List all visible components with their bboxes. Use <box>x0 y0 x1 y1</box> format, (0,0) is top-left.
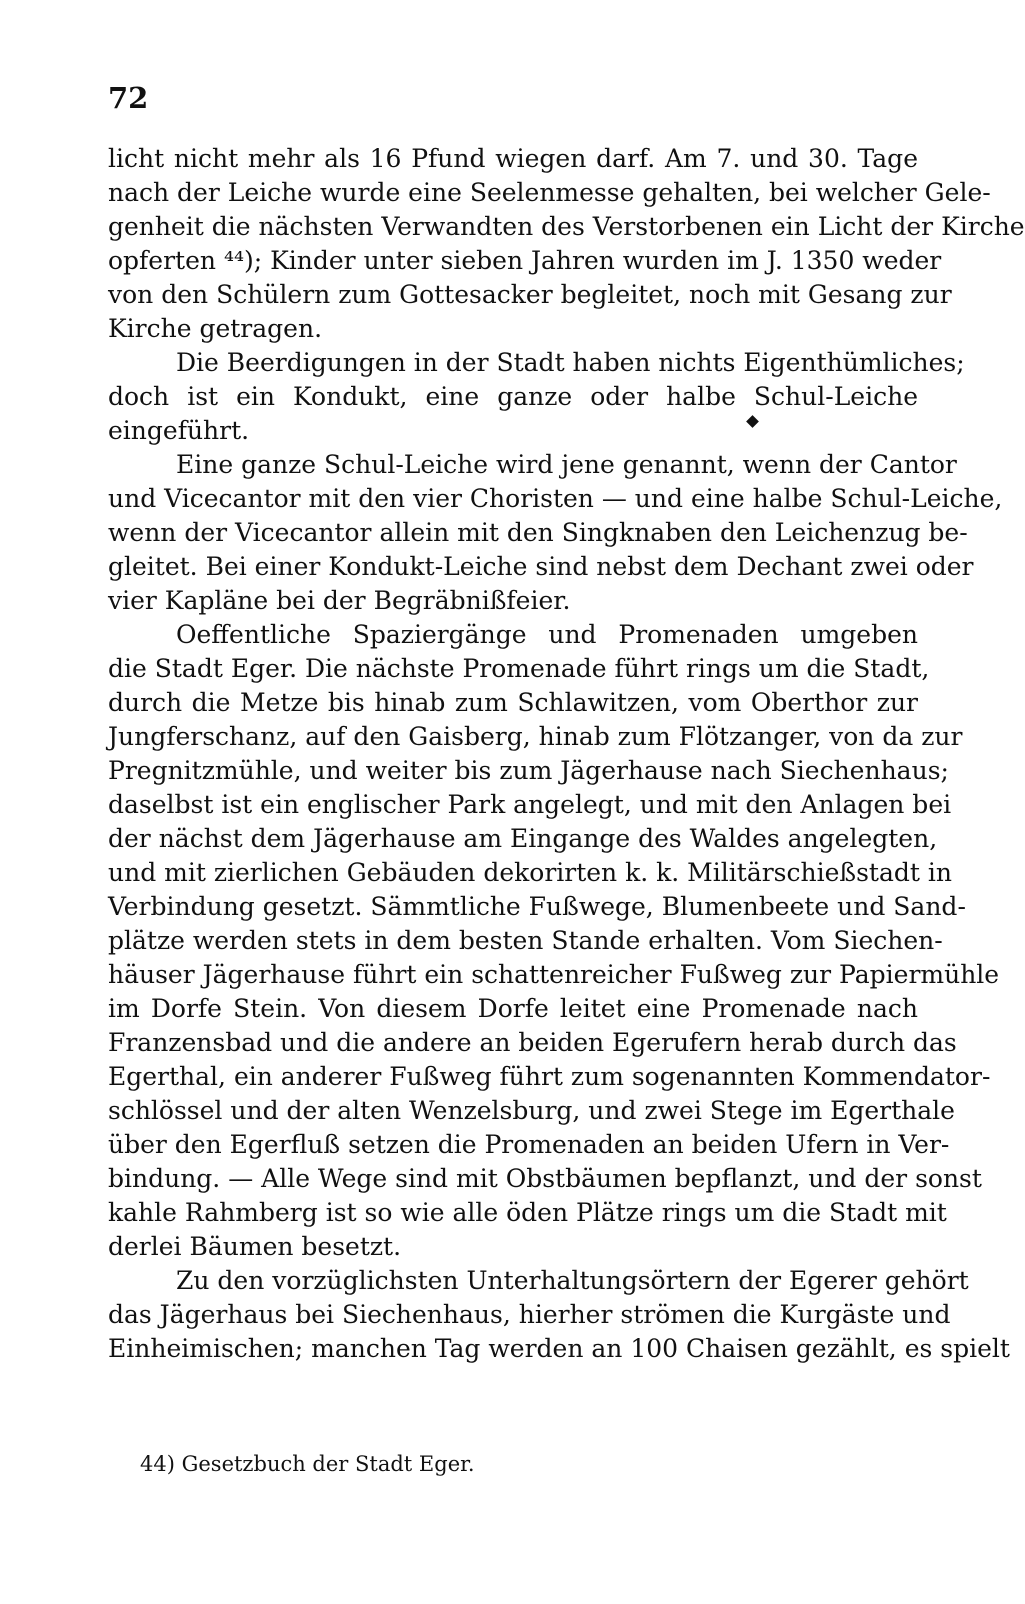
text-line: opferten ⁴⁴); Kinder unter sieben Jahren wurden im J. 1350 weder <box>108 246 942 275</box>
text-line: Franzensbad und die andere an beiden Egerufern herab durch das <box>108 1028 957 1057</box>
text-line: gleitet. Bei einer Kondukt-Leiche sind nebst dem Dechant zwei oder <box>108 552 974 581</box>
text-line: das Jägerhaus bei Siechenhaus, hierher strömen die Kurgäste und <box>108 1300 951 1329</box>
text-line: wenn der Vicecantor allein mit den Singknaben den Leichenzug be- <box>108 518 968 547</box>
text-line: Die Beerdigungen in der Stadt haben nichts Eigenthümliches; <box>176 348 965 377</box>
text-line: genheit die nächsten Verwandten des Verstorbenen ein Licht der Kirche <box>108 212 1025 241</box>
text-line: und mit zierlichen Gebäuden dekorirten k. k. Militärschießstadt in <box>108 858 952 887</box>
text-line: Eine ganze Schul-Leiche wird jene genannt, wenn der Cantor <box>176 450 957 479</box>
body-text <box>108 142 1025 1366</box>
text-line: bindung. — Alle Wege sind mit Obstbäumen bepflanzt, und der sonst <box>108 1164 982 1193</box>
text-line: Egerthal, ein anderer Fußweg führt zum sogenannten Kommendator- <box>108 1062 991 1091</box>
text-line: von den Schülern zum Gottesacker begleitet, noch mit Gesang zur <box>108 280 952 309</box>
text-line: Oeffentliche Spaziergänge und Promenaden umgeben <box>176 620 918 649</box>
text-line: Jungferschanz, auf den Gaisberg, hinab zum Flötzanger, von da zur <box>108 722 963 751</box>
text-line: über den Egerfluß setzen die Promenaden an beiden Ufern in Ver- <box>108 1130 950 1159</box>
text-line: und Vicecantor mit den vier Choristen — und eine halbe Schul-Leiche, <box>108 484 1003 513</box>
text-line: häuser Jägerhause führt ein schattenreicher Fußweg zur Papiermühle <box>108 960 1000 989</box>
text-line: doch ist ein Kondukt, eine ganze oder halbe Schul-Leiche <box>108 382 918 411</box>
text-line: Kirche getragen. <box>108 314 323 343</box>
text-line: vier Kapläne bei der Begräbnißfeier. <box>108 586 571 615</box>
text-line: Verbindung gesetzt. Sämmtliche Fußwege, Blumenbeete und Sand- <box>108 892 966 921</box>
text-line: Zu den vorzüglichsten Unterhaltungsörtern der Egerer gehört <box>176 1266 969 1295</box>
text-line: daselbst ist ein englischer Park angelegt, und mit den Anlagen bei <box>108 790 952 819</box>
text-line: im Dorfe Stein. Von diesem Dorfe leitet eine Promenade nach <box>108 994 918 1023</box>
text-line: schlössel und der alten Wenzelsburg, und zwei Stege im Egerthale <box>108 1096 955 1125</box>
text-line: Pregnitzmühle, und weiter bis zum Jägerhause nach Siechenhaus; <box>108 756 949 785</box>
footnote: 44) Gesetzbuch der Stadt Eger. <box>140 1452 475 1476</box>
page-number: 72 <box>108 81 149 115</box>
text-line: licht nicht mehr als 16 Pfund wiegen darf. Am 7. und 30. Tage <box>108 144 918 173</box>
text-line: plätze werden stets in dem besten Stande erhalten. Vom Siechen- <box>108 926 943 955</box>
text-line: kahle Rahmberg ist so wie alle öden Plätze rings um die Stadt mit <box>108 1198 947 1227</box>
text-line: Einheimischen; manchen Tag werden an 100 Chaisen gezählt, es spielt <box>108 1334 1010 1363</box>
text-line: derlei Bäumen besetzt. <box>108 1232 402 1261</box>
text-line: eingeführt. <box>108 416 250 445</box>
text-line: der nächst dem Jägerhause am Eingange des Waldes angelegten, <box>108 824 938 853</box>
text-line: die Stadt Eger. Die nächste Promenade führt rings um die Stadt, <box>108 654 930 683</box>
text-line: durch die Metze bis hinab zum Schlawitzen, vom Oberthor zur <box>108 688 918 717</box>
text-line: nach der Leiche wurde eine Seelenmesse gehalten, bei welcher Gele- <box>108 178 991 207</box>
